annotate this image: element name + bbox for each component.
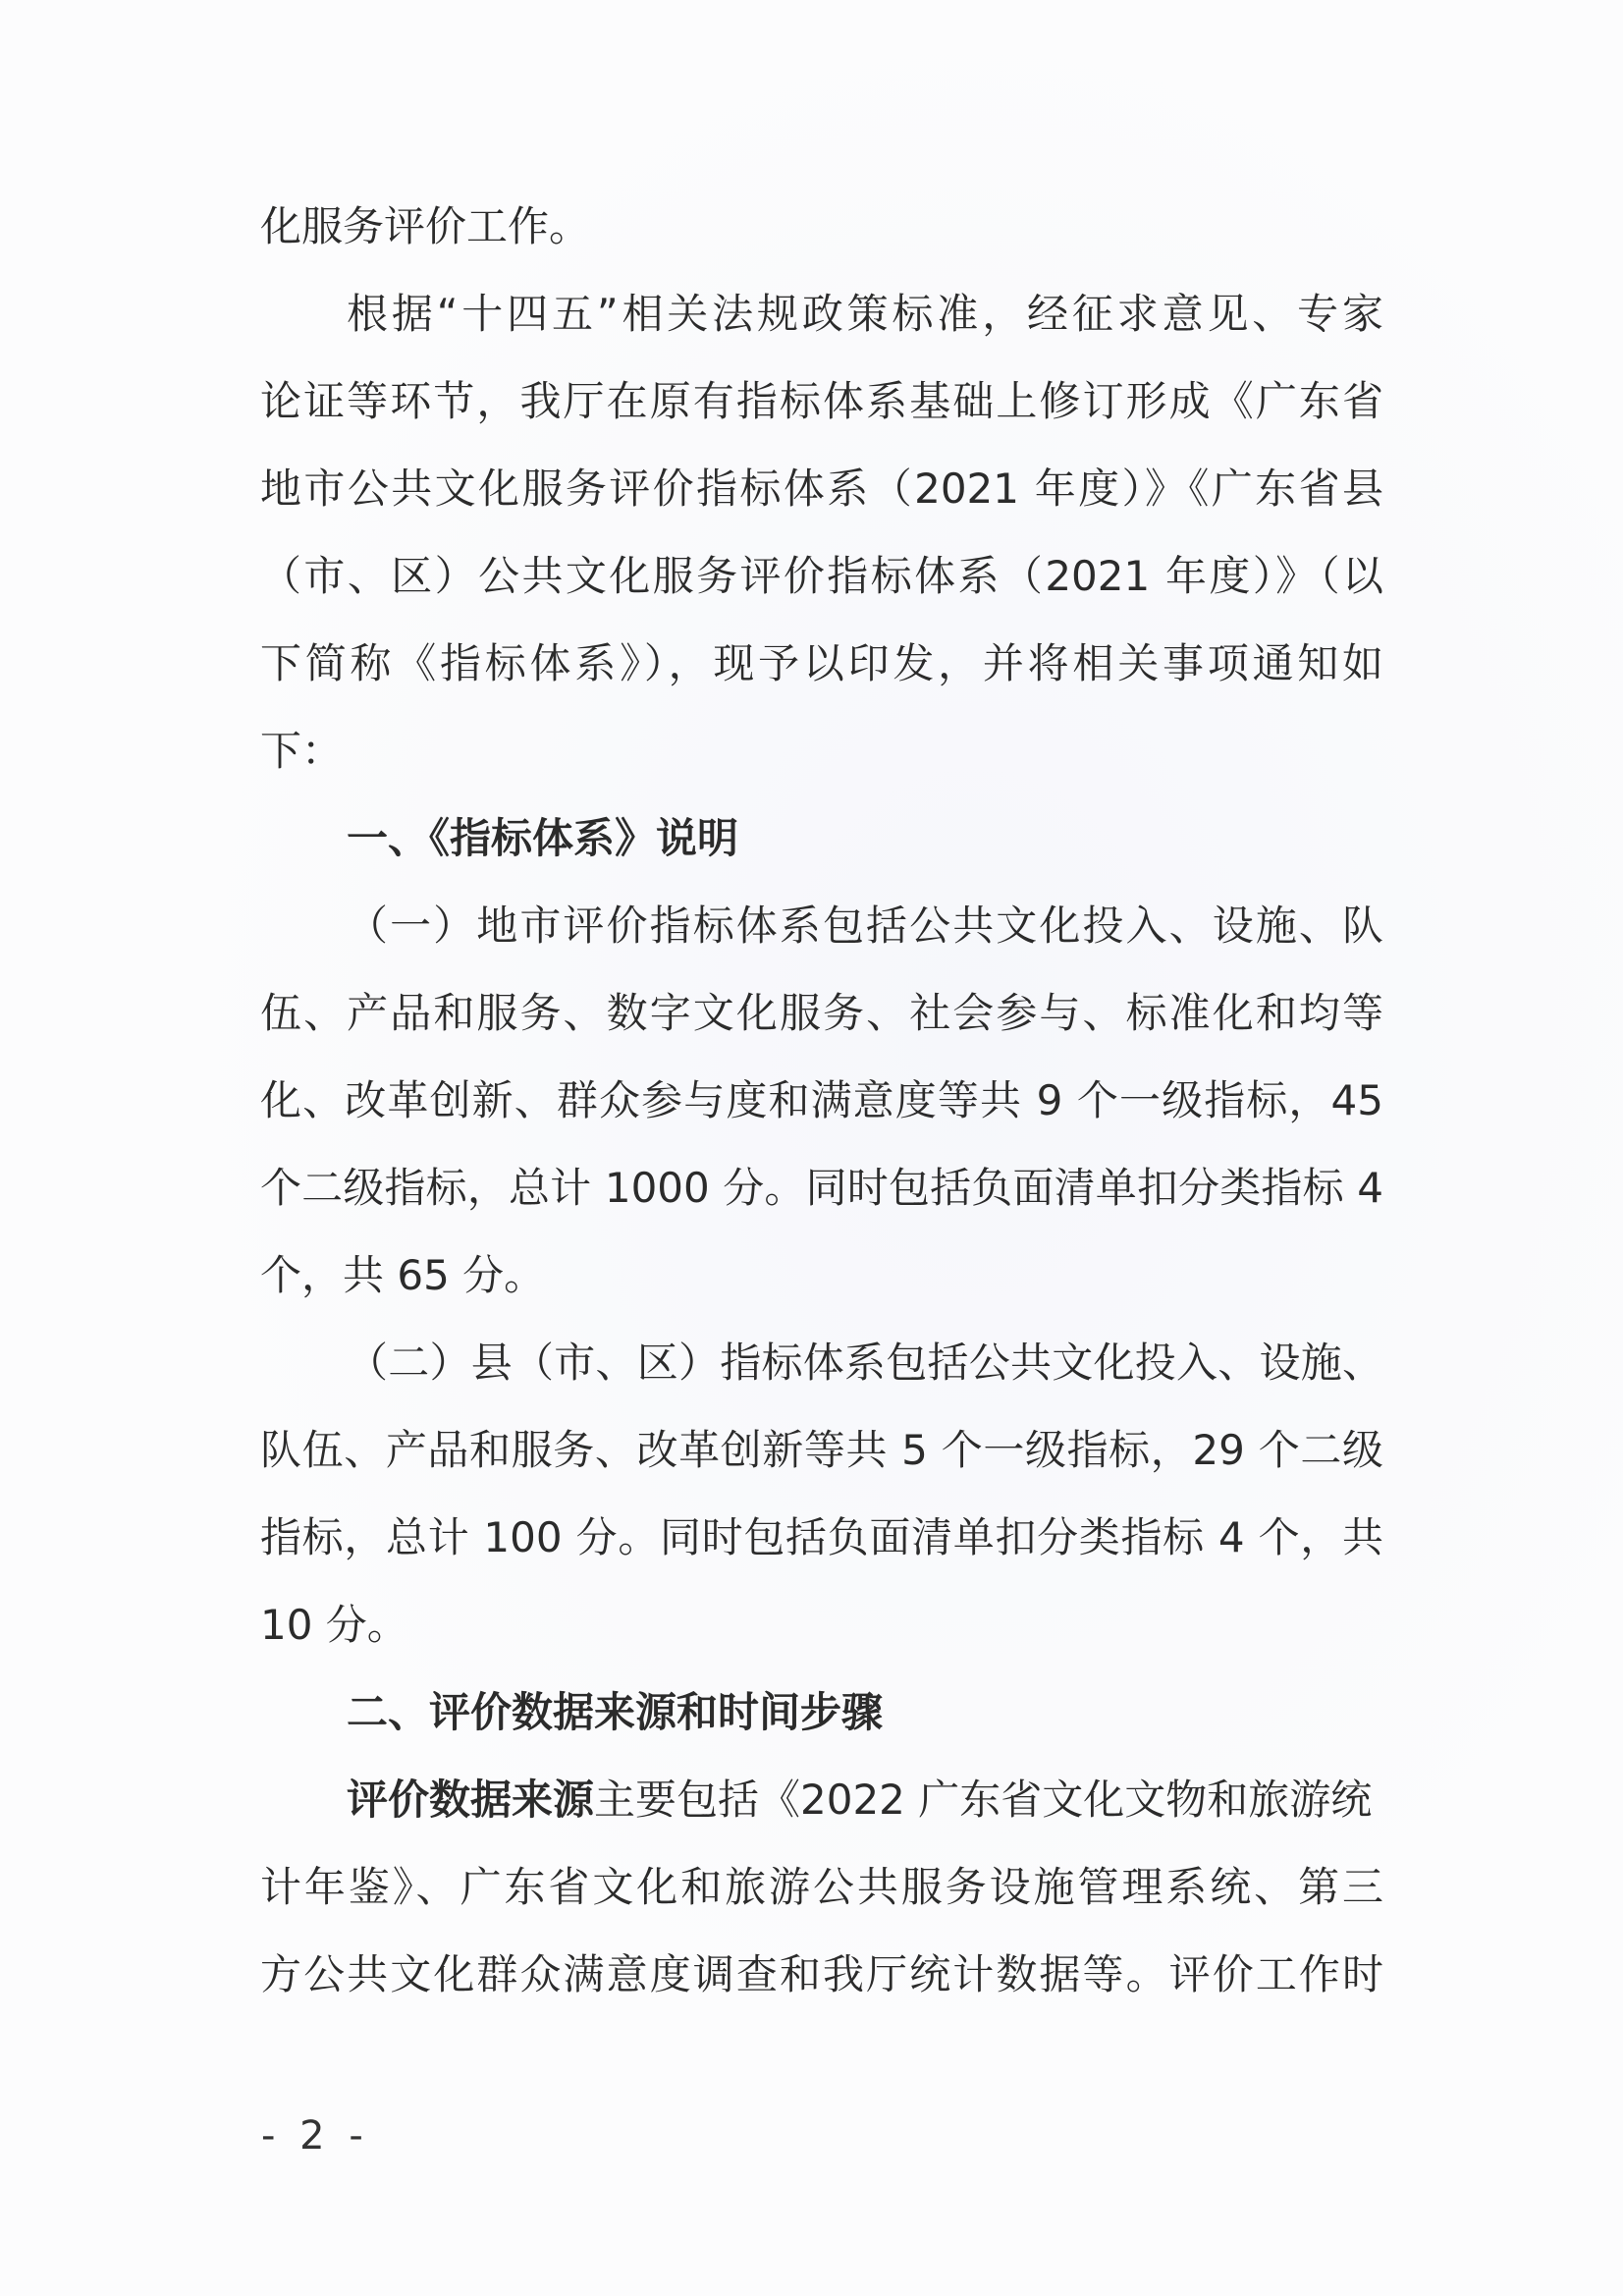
text-line: 地市公共文化服务评价指标体系（2021 年度）》《广东省县 — [260, 465, 1383, 513]
text-line: 10 分。 — [260, 1601, 408, 1649]
text-line: 根据“十四五”相关法规政策标准，经征求意见、专家 — [347, 290, 1383, 338]
bold-lead-text: 评价数据来源 — [347, 1776, 595, 1824]
text-line: 化服务评价工作。 — [260, 202, 591, 250]
text-line: 方公共文化群众满意度调查和我厅统计数据等。评价工作时 — [260, 1950, 1383, 1998]
text-line: 下简称《指标体系》），现予以印发，并将相关事项通知如 — [260, 639, 1383, 687]
text-line: 化、改革创新、群众参与度和满意度等共 9 个一级指标，45 — [260, 1076, 1383, 1124]
document-body — [260, 183, 1383, 2018]
text-line: 论证等环节，我厅在原有指标体系基础上修订形成《广东省 — [260, 377, 1383, 425]
page-number: - 2 - — [261, 2113, 369, 2159]
section-heading-1: 一、《指标体系》说明 — [347, 814, 739, 862]
text-line: 队伍、产品和服务、改革创新等共 5 个一级指标，29 个二级 — [260, 1426, 1383, 1474]
section-heading-2: 二、评价数据来源和时间步骤 — [347, 1688, 884, 1736]
text-line: 指标，总计 100 分。同时包括负面清单扣分类指标 4 个，共 — [260, 1513, 1383, 1561]
text-line — [260, 1756, 1383, 1843]
text-line-rest: 主要包括《2022 广东省文化文物和旅游统 — [594, 1776, 1373, 1824]
text-line: （二）县（市、区）指标体系包括公共文化投入、设施、 — [347, 1339, 1383, 1387]
text-line: 计年鉴》、广东省文化和旅游公共服务设施管理系统、第三 — [260, 1863, 1383, 1911]
text-line: 下： — [260, 727, 344, 775]
text-line: （一）地市评价指标体系包括公共文化投入、设施、队 — [347, 902, 1383, 950]
text-line: 伍、产品和服务、数字文化服务、社会参与、标准化和均等 — [260, 989, 1383, 1037]
text-line: 个二级指标，总计 1000 分。同时包括负面清单扣分类指标 4 — [260, 1164, 1383, 1212]
text-line: 个，共 65 分。 — [260, 1251, 546, 1299]
text-line: （市、区）公共文化服务评价指标体系（2021 年度）》（以 — [260, 552, 1383, 600]
